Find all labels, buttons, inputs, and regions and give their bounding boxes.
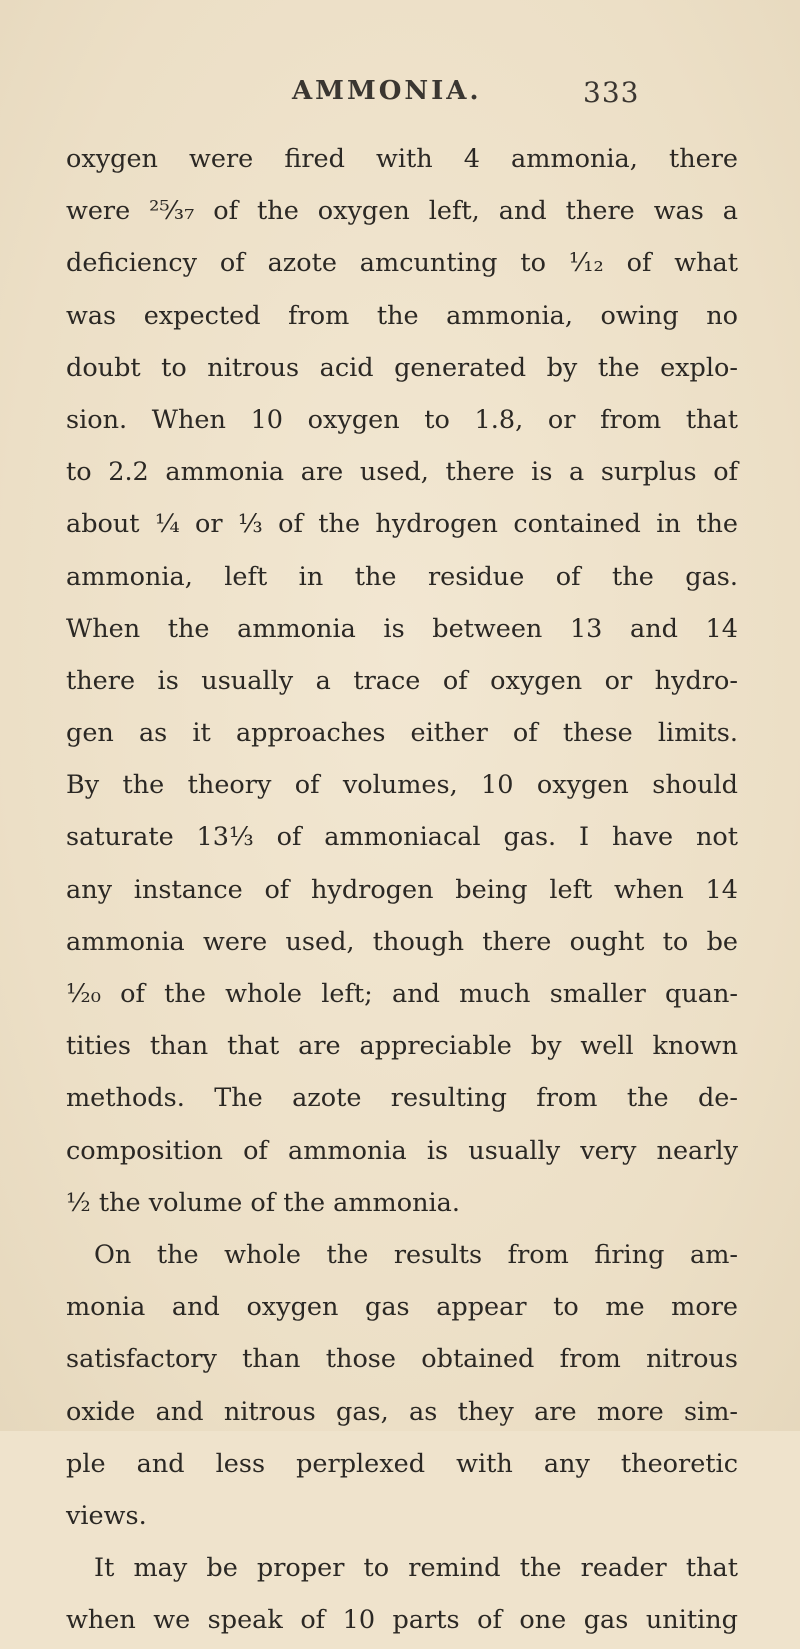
- text-line: about ¼ or ⅓ of the hydrogen contained in the: [66, 509, 738, 540]
- text-line: gen as it approaches either of these limits.: [66, 718, 738, 749]
- text-line: ammonia were used, though there ought to be: [66, 926, 738, 957]
- text-line: oxygen were fired with 4 ammonia, there: [66, 144, 738, 174]
- running-head: AMMONIA.: [292, 76, 482, 106]
- text-line: to 2.2 ammonia are used, there is a surplus of: [66, 457, 738, 488]
- text-line: tities than that are appreciable by well known: [66, 1031, 738, 1062]
- text-line: ¹⁄₂₀ of the whole left; and much smaller quan-: [66, 979, 738, 1009]
- text-line: sion. When 10 oxygen to 1.8, or from that: [66, 404, 738, 435]
- text-line: On the whole the results from firing am-: [94, 1239, 738, 1270]
- text-line: views.: [66, 1500, 147, 1531]
- text-line: ½ the volume of the ammonia.: [66, 1187, 460, 1218]
- text-line: saturate 13⅓ of ammoniacal gas. I have not: [66, 822, 738, 853]
- page-header: [0, 76, 800, 116]
- text-line: any instance of hydrogen being left when 14: [66, 874, 738, 905]
- text-line: there is usually a trace of oxygen or hydro-: [66, 665, 738, 696]
- text-line: methods. The azote resulting from the de-: [66, 1083, 738, 1114]
- text-line: deficiency of azote amcunting to ¹⁄₁₂ of what: [66, 248, 738, 279]
- text-line: It may be proper to remind the reader that: [94, 1553, 738, 1584]
- text-line: satisfactory than those obtained from nitrous: [66, 1344, 738, 1375]
- text-line: when we speak of 10 parts of one gas uniting: [66, 1605, 738, 1636]
- text-line: oxide and nitrous gas, as they are more sim-: [66, 1396, 738, 1427]
- text-line: ple and less perplexed with any theoretic: [66, 1448, 738, 1479]
- text-line: doubt to nitrous acid generated by the explo-: [66, 352, 738, 383]
- text-line: When the ammonia is between 13 and 14: [66, 613, 738, 644]
- text-line: was expected from the ammonia, owing no: [66, 300, 738, 331]
- text-line: composition of ammonia is usually very nearly: [66, 1135, 738, 1166]
- text-line: ammonia, left in the residue of the gas.: [66, 561, 738, 592]
- page-number: 333: [583, 76, 640, 109]
- body-text: [66, 136, 738, 1649]
- text-line: By the theory of volumes, 10 oxygen should: [66, 770, 738, 801]
- text-line: monia and oxygen gas appear to me more: [66, 1292, 738, 1323]
- text-line: were ²⁵⁄₃₇ of the oxygen left, and there was a: [66, 196, 738, 227]
